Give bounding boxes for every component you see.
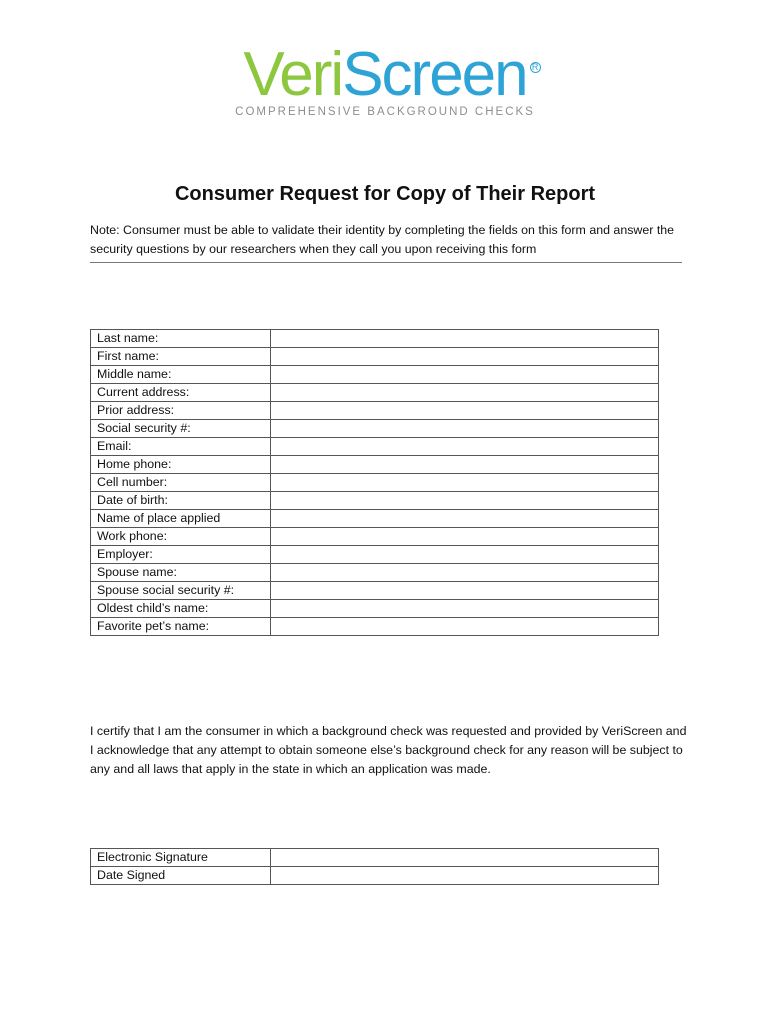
field-label: Date Signed <box>91 867 271 885</box>
field-row <box>91 402 659 420</box>
field-row <box>91 330 659 348</box>
field-row <box>91 366 659 384</box>
field-row <box>91 420 659 438</box>
field-row <box>91 528 659 546</box>
field-value-input[interactable] <box>271 492 659 510</box>
field-label: Name of place applied <box>91 510 271 528</box>
field-label: Cell number: <box>91 474 271 492</box>
field-value-input[interactable] <box>271 384 659 402</box>
field-label: Oldest child’s name: <box>91 600 271 618</box>
field-value-input[interactable] <box>271 456 659 474</box>
logo-screen: Screen <box>342 40 527 109</box>
field-value-input[interactable] <box>271 618 659 636</box>
field-label: Prior address: <box>91 402 271 420</box>
field-label: Spouse social security #: <box>91 582 271 600</box>
field-value-input[interactable] <box>271 564 659 582</box>
field-value-input[interactable] <box>270 867 658 885</box>
field-label: Spouse name: <box>91 564 271 582</box>
certification-text: I certify that I am the consumer in which a background check was requested and provided by VeriScreen and I acknowledge that any attempt to obtain someone else’s background check for any reason will be subject to any and all laws that apply in the state in which an application was made. <box>90 724 687 776</box>
field-row <box>91 582 659 600</box>
signature-table <box>90 848 659 885</box>
logo-wordmark <box>243 40 539 110</box>
field-label: Email: <box>91 438 271 456</box>
signature-row <box>91 867 659 885</box>
field-value-input[interactable] <box>271 402 659 420</box>
veriscreen-logo <box>0 40 770 110</box>
field-value-input[interactable] <box>271 330 659 348</box>
field-row <box>91 510 659 528</box>
field-row <box>91 438 659 456</box>
logo-tagline: COMPREHENSIVE BACKGROUND CHECKS <box>235 106 535 118</box>
field-label: Favorite pet’s name: <box>91 618 271 636</box>
field-value-input[interactable] <box>271 420 659 438</box>
field-value-input[interactable] <box>271 528 659 546</box>
field-row <box>91 474 659 492</box>
field-row <box>91 492 659 510</box>
field-label: Work phone: <box>91 528 271 546</box>
field-label: Date of birth: <box>91 492 271 510</box>
field-label: Current address: <box>91 384 271 402</box>
registered-trademark-icon: R <box>530 62 541 73</box>
field-value-input[interactable] <box>271 510 659 528</box>
field-label: Home phone: <box>91 456 271 474</box>
field-row <box>91 618 659 636</box>
note-text: Note: Consumer must be able to validate their identity by completing the fields on this form and answer the security questions by our researchers when they call you upon receiving this form <box>90 221 682 263</box>
field-label: Electronic Signature <box>91 849 271 867</box>
field-label: First name: <box>91 348 271 366</box>
field-label: Last name: <box>91 330 271 348</box>
field-value-input[interactable] <box>270 849 658 867</box>
field-value-input[interactable] <box>271 474 659 492</box>
field-label: Employer: <box>91 546 271 564</box>
field-label: Middle name: <box>91 366 271 384</box>
signature-row <box>91 849 659 867</box>
field-value-input[interactable] <box>271 582 659 600</box>
identity-fields-table <box>90 329 659 636</box>
logo-veri: Veri <box>243 40 343 109</box>
field-value-input[interactable] <box>271 546 659 564</box>
field-label: Social security #: <box>91 420 271 438</box>
field-row <box>91 564 659 582</box>
field-row <box>91 384 659 402</box>
field-value-input[interactable] <box>271 438 659 456</box>
page-title: Consumer Request for Copy of Their Report <box>174 183 596 205</box>
field-value-input[interactable] <box>271 600 659 618</box>
field-value-input[interactable] <box>271 366 659 384</box>
field-row <box>91 600 659 618</box>
field-row <box>91 546 659 564</box>
field-row <box>91 348 659 366</box>
field-value-input[interactable] <box>271 348 659 366</box>
field-row <box>91 456 659 474</box>
